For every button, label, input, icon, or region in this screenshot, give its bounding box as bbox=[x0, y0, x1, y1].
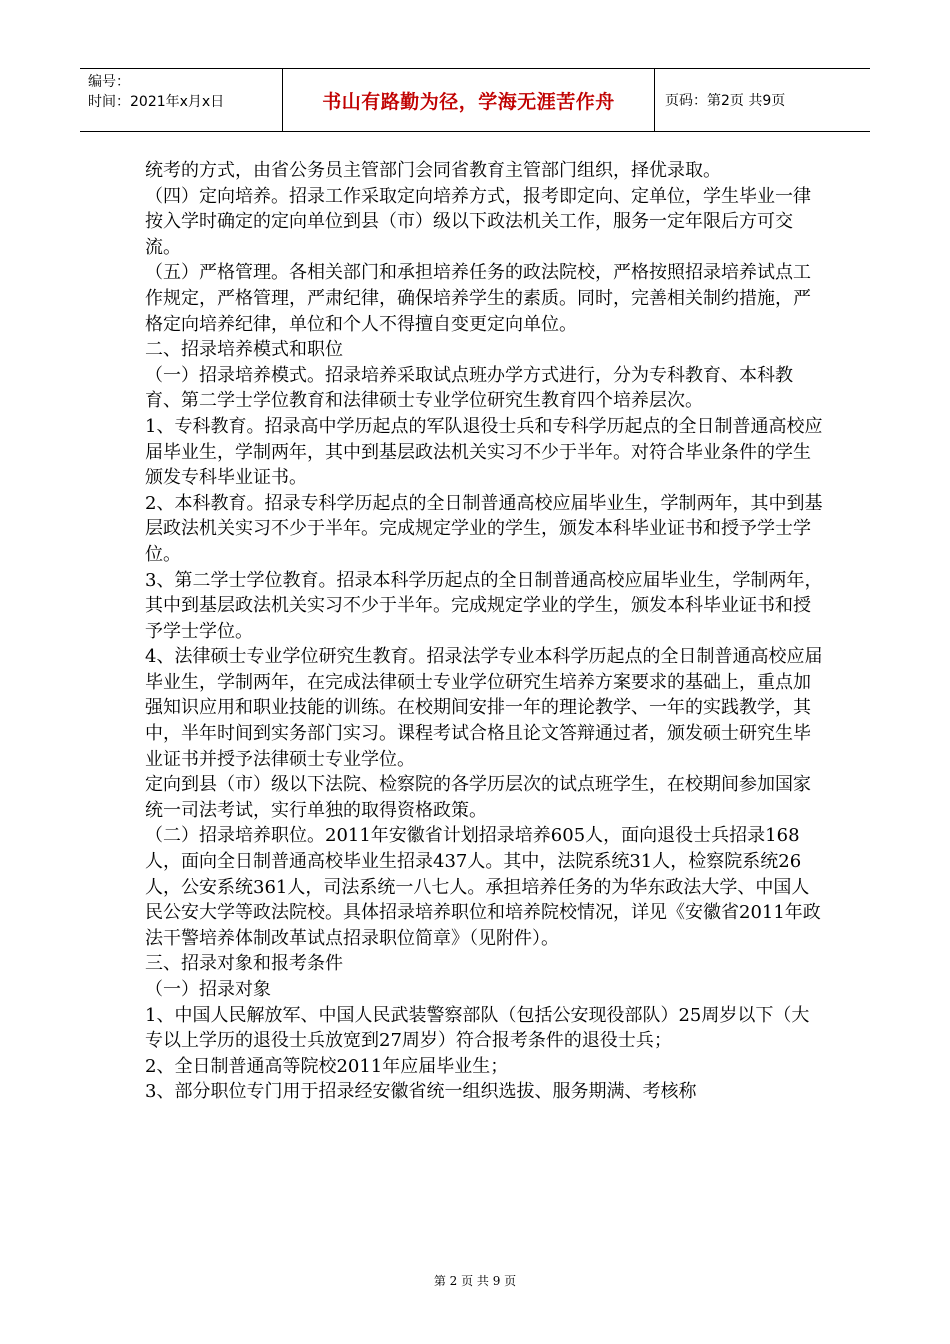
paragraph: 1、中国人民解放军、中国人民武装警察部队（包括公安现役部队）25周岁以下（大专以上学历的退役士兵放宽到27周岁）符合报考条件的退役士兵； bbox=[145, 1004, 810, 1052]
time-label: 时间：2021年x月x日 bbox=[88, 94, 225, 110]
header-meta bbox=[80, 69, 283, 131]
paragraph: 3、部分职位专门用于招录经安徽省统一组织选拔、服务期满、考核称 bbox=[145, 1081, 697, 1103]
header-page-info: 页码：第2页 共9页 bbox=[665, 93, 786, 109]
page-header bbox=[80, 68, 870, 132]
header-motto: 书山有路勤为径，学海无涯苦作舟 bbox=[283, 69, 655, 131]
paragraph: 定向到县（市）级以下法院、检察院的各学历层次的试点班学生，在校期间参加国家统一司法考试，实行单独的取得资格政策。 bbox=[145, 774, 811, 821]
section-heading: 二、招录培养模式和职位 bbox=[145, 339, 343, 361]
paragraph: （二）招录培养职位。2011年安徽省计划招录培养605人，面向退役士兵招录168人，面向全日制普通高校毕业生招录437人。其中，法院系统31人，检察院系统26人，公安系统361人，司法系统一八七人。承担培养任务的为华东政法大学、中国人民公安大学等政法院校。具体招录培养职位和培养院校情况，详见《安徽省2011年政法干警培养体制改革试点招录职位简章》（见附件）。 bbox=[145, 825, 821, 949]
paragraph: 1、专科教育。招录高中学历起点的军队退役士兵和专科学历起点的全日制普通高校应届毕业生，学制两年，其中到基层政法机关实习不少于半年。对符合毕业条件的学生颁发专科毕业证书。 bbox=[145, 415, 823, 489]
paragraph: 2、全日制普通高等院校2011年应届毕业生； bbox=[145, 1055, 509, 1077]
number-label: 编号： bbox=[88, 74, 130, 90]
page-footer: 第 2 页 共 9 页 bbox=[433, 1274, 517, 1288]
subsection-heading: （一）招录对象 bbox=[145, 979, 271, 1000]
paragraph: 统考的方式，由省公务员主管部门会同省教育主管部门组织，择优录取。 bbox=[145, 160, 721, 181]
paragraph: 4、法律硕士专业学位研究生教育。招录法学专业本科学历起点的全日制普通高校应届毕业生，学制两年，在完成法律硕士专业学位研究生培养方案要求的基础上，重点加强知识应用和职业技能的训练。在校期间安排一年的理论教学、一年的实践教学，其中，半年时间到实务部门实习。课程考试合格且论文答辩通过者，颁发硕士研究生毕业证书并授予法律硕士专业学位。 bbox=[145, 646, 823, 770]
document-body bbox=[145, 158, 825, 1105]
section-heading: 三、招录对象和报考条件 bbox=[145, 953, 343, 975]
paragraph: （五）严格管理。各相关部门和承担培养任务的政法院校，严格按照招录培养试点工作规定，严格管理，严肃纪律，确保培养学生的素质。同时，完善相关制约措施，严格定向培养纪律，单位和个人不得擅自变更定向单位。 bbox=[145, 262, 811, 335]
paragraph: （四）定向培养。招录工作采取定向培养方式，报考即定向、定单位，学生毕业一律按入学时确定的定向单位到县（市）级以下政法机关工作，服务一定年限后方可交流。 bbox=[145, 185, 811, 258]
paragraph: 3、第二学士学位教育。招录本科学历起点的全日制普通高校应届毕业生，学制两年，其中到基层政法机关实习不少于半年。完成规定学业的学生，颁发本科毕业证书和授予学士学位。 bbox=[145, 569, 823, 642]
paragraph: 2、本科教育。招录专科学历起点的全日制普通高校应届毕业生，学制两年，其中到基层政法机关实习不少于半年。完成规定学业的学生，颁发本科毕业证书和授予学士学位。 bbox=[145, 492, 823, 565]
paragraph: （一）招录培养模式。招录培养采取试点班办学方式进行，分为专科教育、本科教育、第二学士学位教育和法律硕士专业学位研究生教育四个培养层次。 bbox=[145, 364, 793, 412]
